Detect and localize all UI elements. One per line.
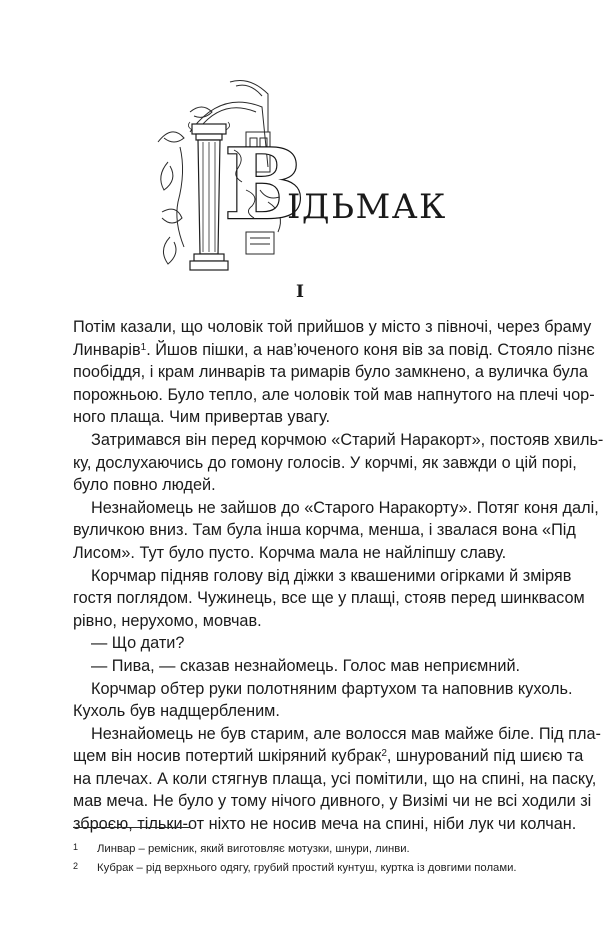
body-text [73,316,603,836]
footnote-ref[interactable]: 1 [140,341,147,353]
text-line: порожньою. Було тепло, але чоловік той мав напнутого на плечі чор- [73,385,595,404]
text-line: — Пива, — сказав незнайомець. Голос мав неприємний. [91,656,521,675]
text-line: — Що дати? [91,634,185,653]
text-line: на плечах. А коли стягнув плаща, усі помітили, що на спині, на паску, [73,769,597,788]
text-line: Незнайомець не був старим, але волосся мав майже біле. Під пла- [91,724,601,743]
text-line: пообіддя, і крам линварів та римарів було замкнено, а вуличка була [73,363,588,382]
footnote-divider [73,827,191,828]
text-line: було повно людей. [73,476,216,495]
text-line: Лисом». Тут було пусто. Корчма мала не найліпшу славу. [73,543,507,562]
text-line: рівно, нерухомо, мовчав. [73,611,262,630]
text-line: вуличкою вниз. Там була інша корчма, менша, і звалася вона «Під [73,521,576,540]
footnote-ref[interactable]: 2 [381,748,387,760]
text-line: Корчмар підняв голову від діжки з квашеними огірками й зміряв [91,566,572,585]
text-line: ку, дослухаючись до гомону голосів. У корчмі, як завжди о цій порі, [73,453,577,472]
footnotes [73,840,533,878]
text-line: гостя поглядом. Чужинець, все ще у плащі, стояв перед шинквасом [73,589,585,608]
text-line: Корчмар обтер руки полотняним фартухом та наповнив кухоль. [91,679,573,698]
footnote [73,859,533,878]
footnote-number: 1 [73,842,79,852]
text-line: Потім казали, що чоловік той прийшов у місто з півночі, через браму [73,318,592,336]
title-text: ІДЬМАК [287,187,447,227]
text-line: Линварів$^1$. Йшов пішки, а нав’юченого коня вів за повід. Стояло пізнє [73,340,595,359]
text-line: Незнайомець не зайшов до «Старого Наракорту». Потяг коня далі, [91,498,599,517]
decorative-initial [150,72,306,277]
footnote-text: Кубрак – рід верхнього одягу, грубий простий кунтуш, куртка із довгими полами. [97,862,517,874]
footnote-number: 2 [73,861,79,871]
text-line: мав меча. Не було у тому нічого дивного, у Визімі чи не всі ходили зі [73,792,592,811]
text-line: Кухоль був надщербленим. [73,702,280,721]
chapter-number: I [296,282,304,302]
footnote-text: Линвар – ремісник, який виготовляє мотузки, шнури, линви. [97,843,410,855]
text-line: щем він носив потертий шкіряний кубрак$^2$, шнурований під шиєю та [73,747,584,766]
chapter-title [150,72,470,277]
initial-letter: В [224,128,306,241]
text-line: ного плаща. Чим привертав увагу. [73,408,331,427]
text-line: Затримався він перед корчмою «Старий Наракорт», постояв хвиль- [91,430,603,449]
text-line: зброєю, тільки-от ніхто не носив меча на спині, ніби лук чи колчан. [73,815,577,834]
footnote [73,840,533,859]
